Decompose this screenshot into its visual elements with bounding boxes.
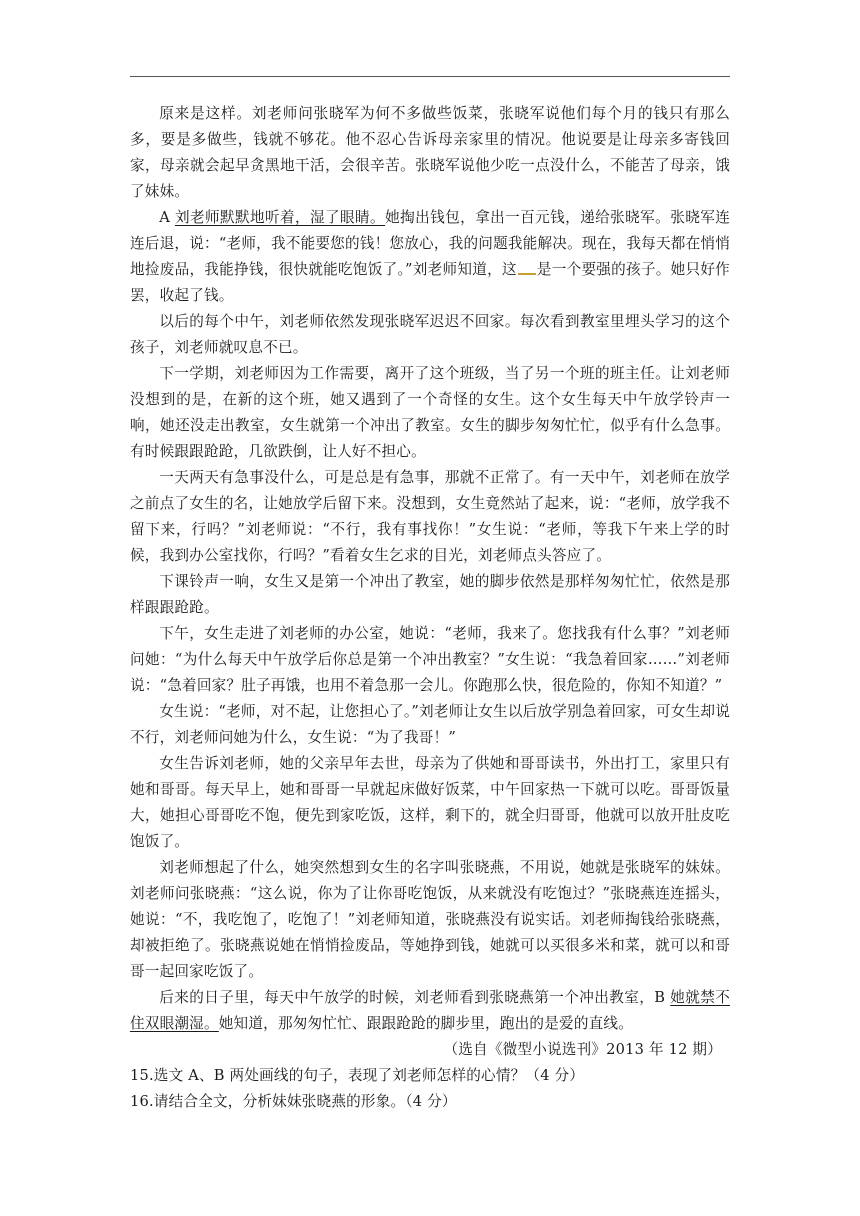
header-rule xyxy=(130,76,730,77)
marker-a: A xyxy=(159,209,175,226)
paragraph-11-text: 后来的日子里，每天中午放学的时候，刘老师看到张晓燕第一个冲出教室，B xyxy=(159,989,671,1006)
paragraph-2-text-end: 是一个要强的孩子。她只好作罢，收起了钱。 xyxy=(130,261,730,304)
question-15: 15.选文 A、B 两处画线的句子，表现了刘老师怎样的心情？（4 分） xyxy=(130,1067,585,1084)
paragraph-8: 女生说：“老师，对不起，让您担心了。”刘老师让女生以后放学别急着回家，可女生却说不行，刘老师问她为什么，女生说：“为了我哥！” xyxy=(130,703,730,746)
paragraph-4: 下一学期，刘老师因为工作需要，离开了这个班级，当了另一个班的班主任。让刘老师没想到的是，在新的这个班，她又遇到了一个奇怪的女生。这个女生每天中午放学铃声一响，她还没走出教室，女生就第一个冲出了教室。女生的脚步匆匆忙忙，似乎有什么急事。有时候跟跟跄跄，几欲跌倒，让人好不担心。 xyxy=(130,365,730,460)
story-body xyxy=(130,101,730,1115)
paragraph-9: 女生告诉刘老师，她的父亲早年去世，母亲为了供她和哥哥读书，外出打工，家里只有她和哥哥。每天早上，她和哥哥一早就起床做好饭菜，中午回家热一下就可以吃。哥哥饭量大，她担心哥哥吃不饱，便先到家吃饭，这样，剩下的，就全归哥哥，他就可以放开肚皮吃饱饭了。 xyxy=(130,755,730,850)
paragraph-2 xyxy=(130,205,730,309)
paragraph-6: 下课铃声一响，女生又是第一个冲出了教室，她的脚步依然是那样匆匆忙忙，依然是那样跟跟跄跄。 xyxy=(130,573,730,616)
annotation-mark xyxy=(518,258,536,275)
underlined-sentence-a: 刘老师默默地听着，湿了眼睛。 xyxy=(174,209,386,226)
paragraph-10: 刘老师想起了什么，她突然想到女生的名字叫张晓燕，不用说，她就是张晓军的妹妹。刘老师问张晓燕：“这么说，你为了让你哥吃饱饭，从来就没有吃饱过？”张晓燕连连摇头，她说：“不，我吃饱了，吃饱了！”刘老师知道，张晓燕没有说实话。刘老师掏钱给张晓燕，却被拒绝了。张晓燕说她在悄悄捡废品，等她挣到钱，她就可以买很多米和菜，就可以和哥哥一起回家吃饭了。 xyxy=(130,859,730,980)
underlined-sentence-b: 她就禁不住双眼潮湿。 xyxy=(130,989,730,1032)
paragraph-5: 一天两天有急事没什么，可是总是有急事，那就不正常了。有一天中午，刘老师在放学之前点了女生的名，让她放学后留下来。没想到，女生竟然站了起来，说：“老师，放学我不留下来，行吗？”刘老师说：“不行，我有事找你！”女生说：“老师，等我下午来上学的时候，我到办公室找你，行吗？”看着女生乞求的目光，刘老师点头答应了。 xyxy=(130,469,730,564)
paragraph-11 xyxy=(130,985,730,1037)
paragraph-7: 下午，女生走进了刘老师的办公室，她说：“老师，我来了。您找我有什么事？”刘老师问她：“为什么每天中午放学后你总是第一个冲出教室？”女生说：“我急着回家……”刘老师说：“急着回家？肚子再饿，也用不着急那一会儿。你跑那么快，很危险的，你知不知道？” xyxy=(130,625,730,694)
question-16: 16.请结合全文，分析妹妹张晓燕的形象。（4 分） xyxy=(130,1093,457,1110)
source-citation: （选自《微型小说选刊》2013 年 12 期） xyxy=(443,1041,722,1058)
paragraph-11-text-end: 她知道，那匆匆忙忙、跟跟跄跄的脚步里，跑出的是爱的直线。 xyxy=(218,1015,633,1032)
paragraph-1: 原来是这样。刘老师问张晓军为何不多做些饭菜，张晓军说他们每个月的钱只有那么多，要是多做些，钱就不够花。他不忍心告诉母亲家里的情况。他说要是让母亲多寄钱回家，母亲就会起早贪黑地干活，会很辛苦。张晓军说他少吃一点没什么，不能苦了母亲，饿了妹妹。 xyxy=(130,105,730,200)
paragraph-3: 以后的每个中午，刘老师依然发现张晓军迟迟不回家。每次看到教室里埋头学习的这个孩子，刘老师就叹息不已。 xyxy=(130,313,730,356)
paragraph-2-text: 她掏出钱包，拿出一百元钱，递给张晓军。张晓军连连后退，说：“老师，我不能要您的钱！您放心，我的问题我能解决。现在，我每天都在悄悄地捡废品，我能挣钱，很快就能吃饱饭了。”刘老师知道，这 xyxy=(130,209,731,278)
